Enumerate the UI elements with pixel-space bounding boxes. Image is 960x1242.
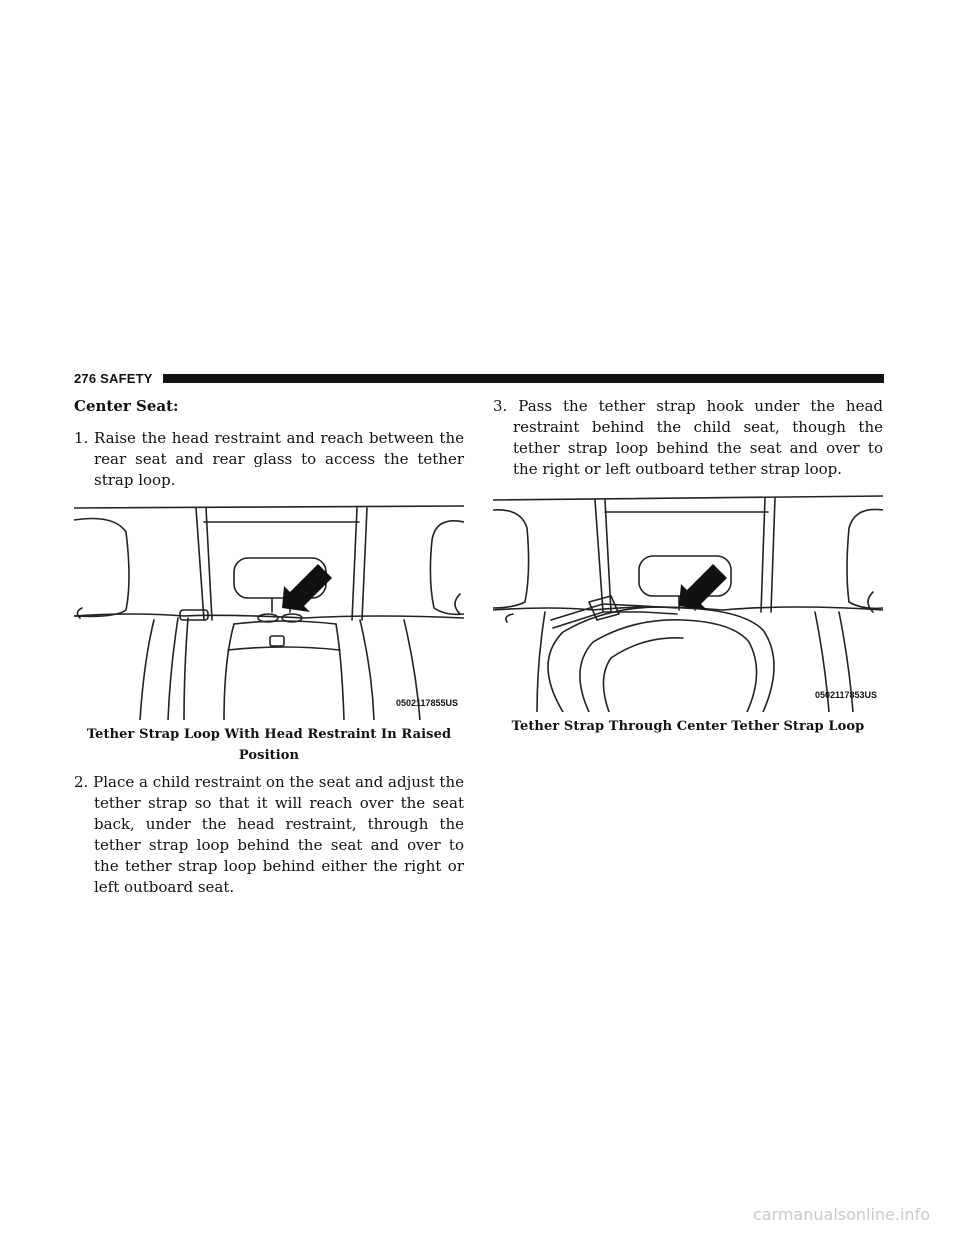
figure-raised-head-restraint (74, 500, 464, 720)
watermark: carmanualsonline.info (752, 1205, 930, 1224)
figure-caption: Tether Strap Through Center Tether Strap Loop (511, 719, 865, 734)
seat-illustration-1 (74, 500, 464, 720)
step-1: 1. Raise the head restraint and reach between the rear seat and rear glass to access the tether strap loop. (74, 429, 464, 489)
figure-caption: Tether Strap Loop With Head Restraint In Raised Position (86, 727, 452, 763)
page-header (74, 370, 884, 386)
figure-tether-through-loop (493, 492, 883, 712)
section-heading: Center Seat: (74, 397, 179, 415)
left-column (74, 396, 464, 898)
seat-illustration-2 (493, 492, 883, 712)
figure-code: 0502117853US (814, 690, 877, 700)
step-3: 3. Pass the tether strap hook under the head restraint behind the child seat, though the tether strap loop behind the seat and over to the right or left outboard tether strap loop. (493, 397, 883, 478)
step-2: 2. Place a child restraint on the seat and adjust the tether strap so that it will reach over the seat back, under the head restraint, through the tether strap loop behind the seat and over to the tether strap loop behind either the right or left outboard seat. (74, 773, 464, 896)
right-column (493, 396, 883, 737)
figure-code: 0502117855US (395, 698, 458, 708)
page-number-section: 276 SAFETY (74, 370, 153, 386)
header-rule (163, 374, 884, 383)
